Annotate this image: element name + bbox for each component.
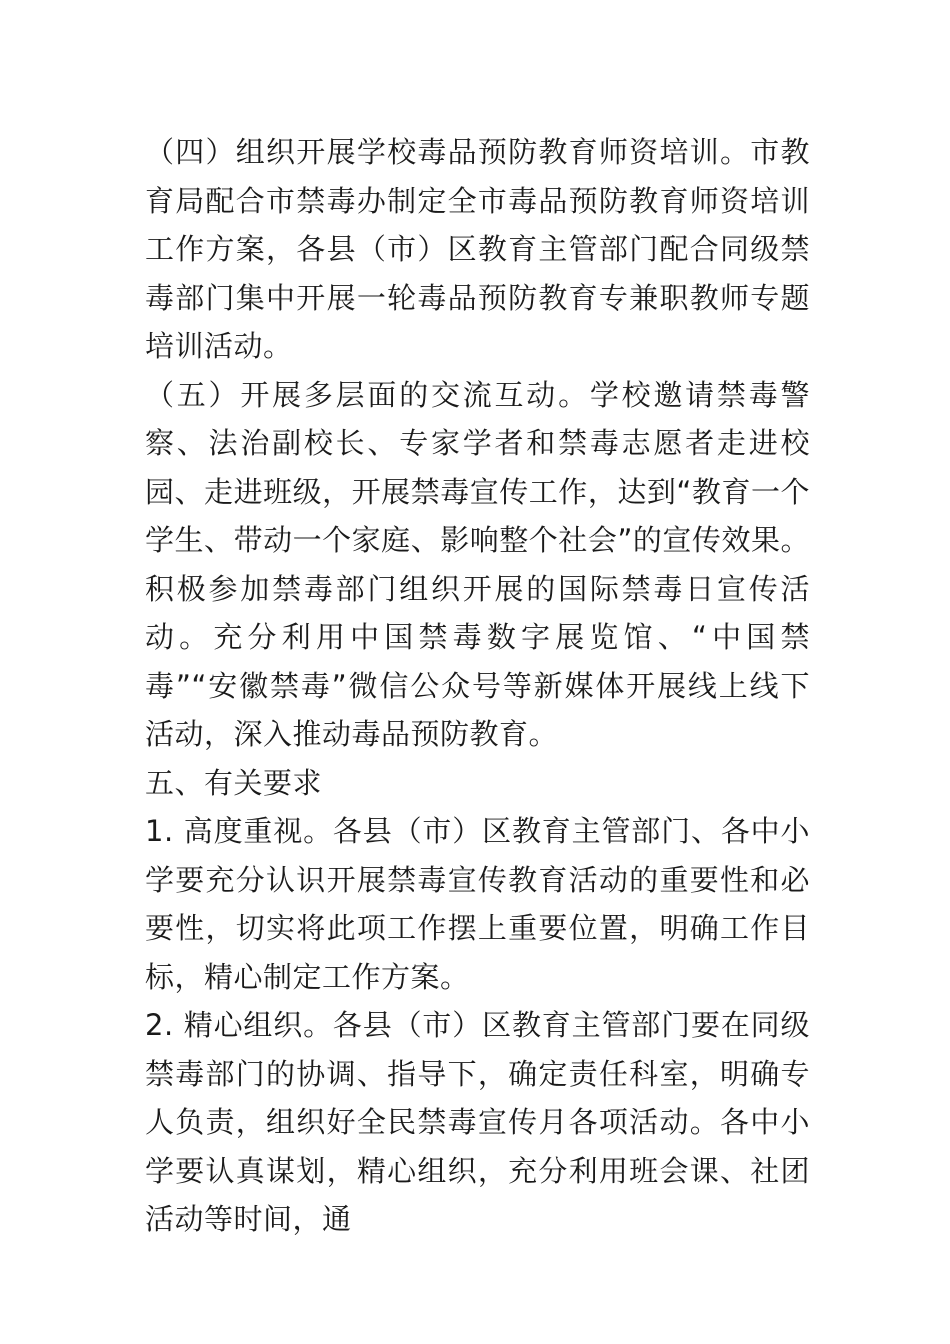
paragraph-careful-organization: 2. 精心组织。各县（市）区教育主管部门要在同级禁毒部门的协调、指导下，确定责任科室，明确专人负责，组织好全民禁毒宣传月各项活动。各中小学要认真谋划，精心组织，充分利用班会课、社团活动等时间，通 (145, 1008, 810, 1236)
section-heading-requirements: 五、有关要求 (145, 765, 323, 800)
paragraph-high-attention: 1. 高度重视。各县（市）区教育主管部门、各中小学要充分认识开展禁毒宣传教育活动的重要性和必要性，切实将此项工作摆上重要位置，明确工作目标，精心制定工作方案。 (145, 814, 810, 994)
document-body (145, 128, 810, 1244)
paragraph-teacher-training: （四）组织开展学校毒品预防教育师资培训。市教育局配合市禁毒办制定全市毒品预防教育师资培训工作方案，各县（市）区教育主管部门配合同级禁毒部门集中开展一轮毒品预防教育专兼职教师专题培训活动。 (145, 135, 810, 363)
paragraph-exchange-interaction: （五）开展多层面的交流互动。学校邀请禁毒警察、法治副校长、专家学者和禁毒志愿者走进校园、走进班级，开展禁毒宣传工作，达到“教育一个学生、带动一个家庭、影响整个社会”的宣传效果。积极参加禁毒部门组织开展的国际禁毒日宣传活动。充分利用中国禁毒数字展览馆、“中国禁毒”“安徽禁毒”微信公众号等新媒体开展线上线下活动，深入推动毒品预防教育。 (145, 377, 810, 751)
